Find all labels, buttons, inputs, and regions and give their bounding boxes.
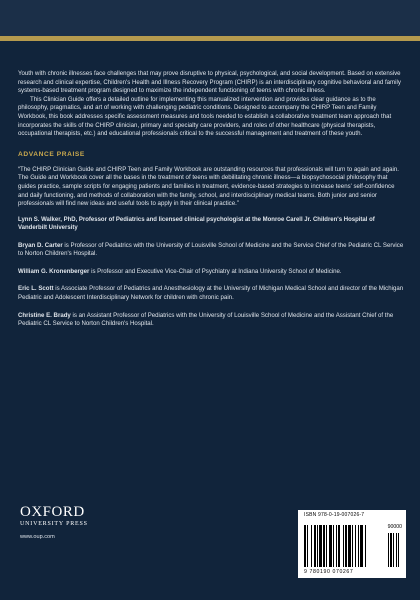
praise-heading: ADVANCE PRAISE [18, 150, 85, 158]
gold-stripe [0, 36, 420, 41]
description-paragraph: Youth with chronic illnesses face challenges that may prove disruptive to physical, psychological, and social development. Based on extensive research and clinical expertise, Children's Health and Illness Recovery Program (CHIRP) is an interdisciplinary cognitive behavioral and family systems-based treatment program designed to maximize the independent functioning of teens with chronic illness. [18, 70, 401, 95]
author-name: Eric L. Scott [18, 285, 54, 293]
author-description: is Professor and Executive Vice-Chair of Psychiatry at Indiana University School of Medicine. [89, 267, 342, 275]
author-name: Bryan D. Carter [18, 241, 63, 249]
praise-quote: “The CHIRP Clinician Guide and CHIRP Teen and Family Workbook are outstanding resources that professionals will turn to again and again. The Guide and Workbook cover all the bases in the treatment of teens with debilitating chronic illness—a biopsychosocial philosophy that guides practice, sample scripts for engaging patients and families in treatment, evidence-based strategies to increase teens' self-confidence and daily functioning, and methods of collaboration with the family, school, and interdisciplinary medical teams. Both junior and senior professionals will find new ideas and useful tools to apply in their clinical practice.” [18, 165, 399, 208]
isbn-label: ISBN 978-0-19-007026-7 [304, 512, 365, 518]
author-description: is Associate Professor of Pediatrics and Anesthesiology at the University of Michigan Medical School and director of the Michigan Pediatric and Adolescent Interdisciplinary Network for children with chronic pain. [18, 285, 404, 301]
top-color-band [0, 0, 420, 36]
praise-attribution: Lynn S. Walker, PhD, Professor of Pediatrics and licensed clinical psychologist at the Monroe Carell Jr. Children's Hospital of Vanderbilt University [18, 216, 375, 232]
author-bio [18, 268, 404, 277]
author-bio [18, 242, 404, 259]
publisher-logo-main: OXFORD [20, 504, 85, 520]
description-paragraph: This Clinician Guide offers a detailed outline for implementing this manualized intervention and provides clear guidance as to the philosophy, pragmatics, and art of working with challenging pediatric conditions. Designed to accompany the CHIRP Teen and Family Workbook, this book addresses specific assessment measures and tools needed to establish a collaborative treatment team approach that incorporates the skills of the CHIRP clinician, primary and specialty care providers, and roles of other healthcare (physical therapists, occupational therapists, etc.) and educational professionals critical to the successful management and treatment of these youth. [18, 95, 392, 138]
author-bio [18, 285, 404, 302]
author-name: Christine E. Brady [18, 311, 71, 319]
author-description: is an Assistant Professor of Pediatrics with the University of Louisville School of Medicine and the Assistant Chief of the Pediatric CL Service to Norton Children's Hospital. [18, 311, 394, 328]
price-code: 90000 [387, 524, 402, 530]
publisher-logo-sub: UNIVERSITY PRESS [20, 521, 88, 527]
publisher-logo [20, 505, 88, 528]
publisher-url: www.oup.com [20, 534, 55, 540]
author-bio [18, 312, 404, 329]
back-cover-text [18, 70, 404, 329]
barcode-number: 9 780190 070267 [304, 569, 354, 575]
author-name: William G. Kronenberger [18, 267, 90, 275]
barcode-icon [304, 519, 400, 569]
author-description: is Professor of Pediatrics with the University of Louisville School of Medicine and the Service Chief of the Pediatric CL Service to Norton Children's Hospital. [18, 241, 404, 258]
barcode-box [298, 510, 406, 578]
